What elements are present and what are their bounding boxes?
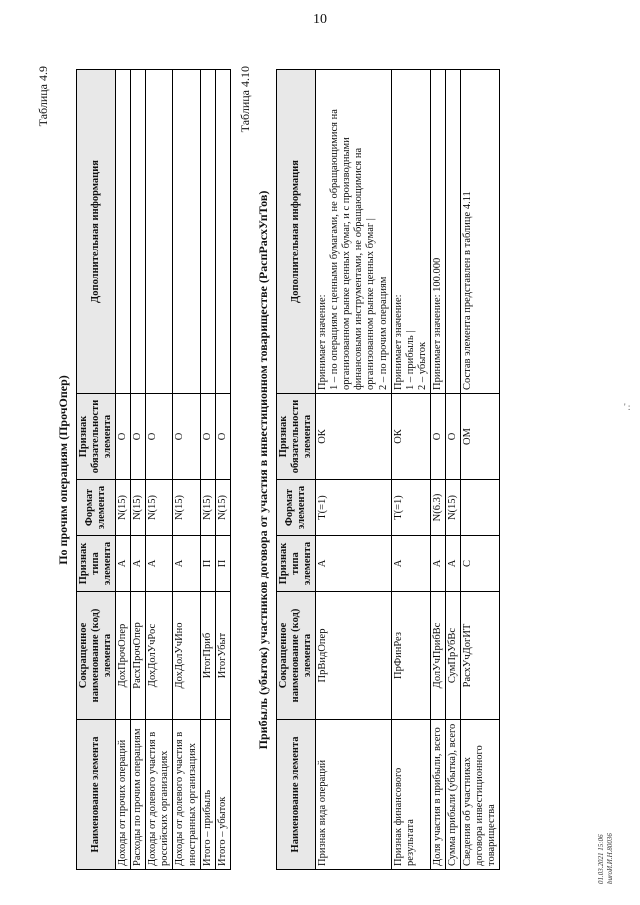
table-row [316,70,391,870]
additional-info [131,70,146,394]
element-type: А [316,536,391,592]
additional-info [200,70,215,394]
header-element-required: Признак обязательности элемента [77,394,116,480]
element-format: N(15) [200,480,215,536]
table-4-10-title: Прибыль (убыток) участников договора от участия в инвестиционном товариществе (РаспРасхУпТов) [256,190,270,750]
page-number: 10 [313,12,327,27]
element-code: СумПрУбВс [445,592,460,720]
header-element-code: Сокращенное наименование (код) элемента [277,592,316,720]
element-code: ДохПрочОпер [116,592,131,720]
element-required: О [131,394,146,480]
element-format: N(6.3) [430,480,445,536]
element-required: О [116,394,131,480]
element-name: Итого – убыток [215,720,230,870]
table-4-9-caption: Таблица 4.9 [36,66,50,127]
element-type: П [215,536,230,592]
header-additional-info: Дополнительная информация [77,70,116,394]
rotated-page [30,60,614,884]
footer-date: 01.03.2021 15:06 [597,834,606,884]
table-4-9-title: По прочим операциям (ПрочОпер) [56,375,70,565]
element-code: ИтогУбыт [215,592,230,720]
element-type: А [430,536,445,592]
header-element-required: Признак обязательности элемента [277,394,316,480]
table-4-10-caption: Таблица 4.10 [238,66,252,133]
header-element-code: Сокращенное наименование (код) элемента [77,592,116,720]
element-format: N(15) [146,480,173,536]
element-type: А [116,536,131,592]
element-format [460,480,499,536]
additional-info: Состав элемента представлен в таблице 4.11 [460,70,499,394]
element-required: О [173,394,200,480]
table-row [460,70,499,870]
element-type: А [146,536,173,592]
element-code: ДохДолУчРос [146,592,173,720]
element-name: Признак финансового результата [391,720,430,870]
element-code: ДолУчПрибВс [430,592,445,720]
element-type: А [391,536,430,592]
element-required: О [200,394,215,480]
element-required: ОМ [460,394,499,480]
element-code: РасхУчДогИТ [460,592,499,720]
table-row [430,70,445,870]
element-required: О [430,394,445,480]
element-name: Сумма прибыли (убытка), всего [445,720,460,870]
additional-info [445,70,460,394]
element-name: Доля участия в прибыли, всего [430,720,445,870]
header-element-name: Наименование элемента [277,720,316,870]
element-name: Доходы от долевого участия в иностранных организациях [173,720,200,870]
element-format: T(=1) [391,480,430,536]
element-name: Расходы по прочим операциям [131,720,146,870]
footer-id: buroИ.И.Н.80036 [605,833,614,884]
table-row [391,70,430,870]
element-code: РасхПрочОпер [131,592,146,720]
element-required: О [215,394,230,480]
additional-info [146,70,173,394]
additional-info: Принимает значение: 100.000 [430,70,445,394]
element-format: N(15) [131,480,146,536]
footer-stamp [597,833,614,884]
header-row [77,70,116,870]
header-additional-info: Дополнительная информация [277,70,316,394]
element-format: N(15) [445,480,460,536]
margin-mark: ' : [624,402,631,412]
additional-info [215,70,230,394]
table-row [173,70,200,870]
element-code: ДохДолУчИно [173,592,200,720]
element-code: ИтогПриб [200,592,215,720]
element-name: Доходы от долевого участия в российских организациях [146,720,173,870]
header-element-name: Наименование элемента [77,720,116,870]
additional-info [116,70,131,394]
table-row [200,70,215,870]
table-row [116,70,131,870]
header-element-type: Признак типа элемента [277,536,316,592]
table-row [146,70,173,870]
element-required: ОК [316,394,391,480]
element-required: ОК [391,394,430,480]
element-type: А [173,536,200,592]
element-type: П [200,536,215,592]
table-row [215,70,230,870]
additional-info: Принимает значение: 1 – по операциям с ценными бумагами, не обращающимися на организованном рынке ценных бумаг, и с производными финансовыми инструментами, не обращающимися на организованном рынке ценных бумаг | 2 – по прочим операциям [316,70,391,394]
header-element-format: Формат элемента [277,480,316,536]
element-type: А [131,536,146,592]
additional-info: Принимает значение: 1 – прибыль | 2 – убыток [391,70,430,394]
table-row [131,70,146,870]
table-4-9 [76,69,231,870]
element-name: Доходы от прочих операций [116,720,131,870]
element-name: Признак вида операций [316,720,391,870]
additional-info [173,70,200,394]
header-row [277,70,316,870]
element-required: О [445,394,460,480]
element-code: ПрВидОпер [316,592,391,720]
element-format: T(=1) [316,480,391,536]
element-format: N(15) [116,480,131,536]
table-row [445,70,460,870]
element-format: N(15) [173,480,200,536]
element-code: ПрФинРез [391,592,430,720]
element-format: N(15) [215,480,230,536]
element-name: Итого – прибыль [200,720,215,870]
table-4-10 [276,69,500,870]
element-name: Сведения об участниках договора инвестиционного товарищества [460,720,499,870]
header-element-type: Признак типа элемента [77,536,116,592]
element-type: А [445,536,460,592]
header-element-format: Формат элемента [77,480,116,536]
element-type: С [460,536,499,592]
element-required: О [146,394,173,480]
